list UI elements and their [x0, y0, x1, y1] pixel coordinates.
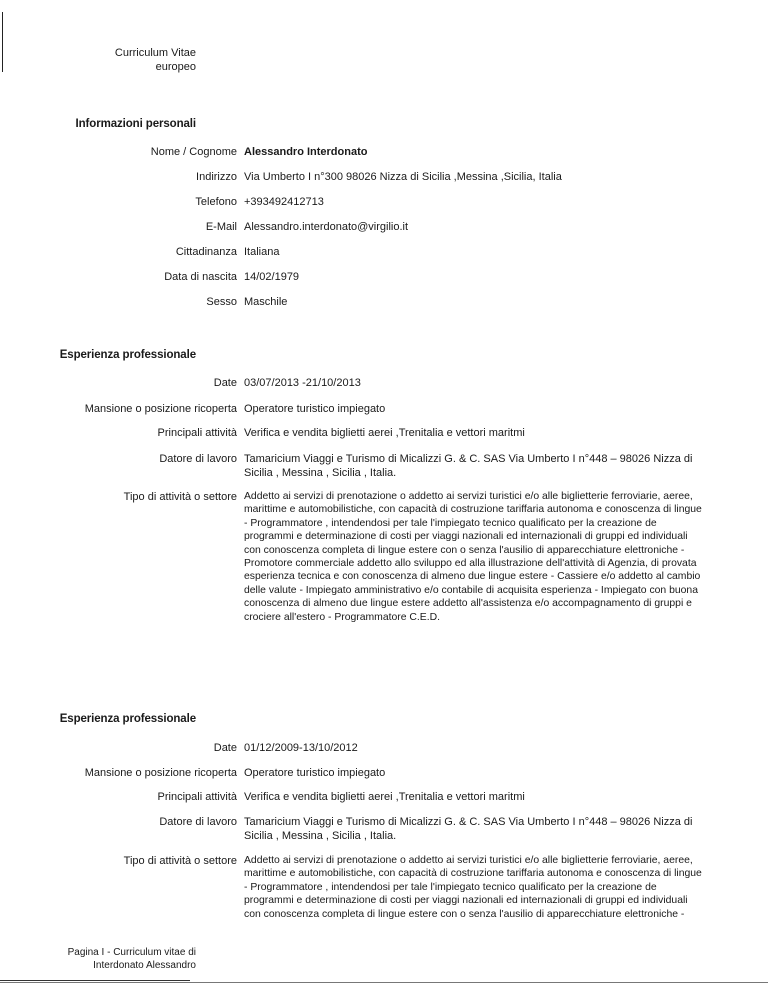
- value-sex: Maschile: [244, 296, 288, 308]
- label-name: Nome / Cognome: [150, 146, 237, 158]
- label-position-2: Mansione o posizione ricoperta: [84, 767, 237, 779]
- label-address: Indirizzo: [196, 171, 237, 183]
- value-citizenship: Italiana: [244, 246, 280, 258]
- document-title-line2: europeo: [155, 61, 196, 73]
- page-footer-line2: Interdonato Alessandro: [93, 960, 196, 971]
- value-employer-2: Tamaricium Viaggi e Turismo di Micalizzi G. & C. SAS Via Umberto I n°448 – 98026 Nizza di Sicilia , Messina , Sicilia , Italia.: [244, 816, 693, 842]
- label-date-1: Date: [213, 377, 237, 389]
- value-birthdate: 14/02/1979: [244, 271, 300, 283]
- label-birthdate: Data di nascita: [164, 271, 237, 283]
- label-sector-1: Tipo di attività o settore: [123, 491, 237, 503]
- label-date-2: Date: [213, 742, 237, 754]
- value-sector-1: Addetto ai servizi di prenotazione o addetto ai servizi turistici e/o alle biglietterie ferroviarie, aeree, marittime e automobilistiche, con capacità di costruzione tariffaria autonoma e conoscenza di lingue - Programmatore , intendendosi per tale l'impiegato tecnico qualificato per la creazione de programmi e determinazione di costi per viaggi nazionali ed internazionali di gruppi ed individuali con conoscenza completa di lingue estere con o senza l'ausilio di apparecchiature elettroniche - Promotore commerciale addetto allo sviluppo ed alla illustrazione dell'attività di Agenzia, di provata esperienza tecnica e con conoscenza di almeno due lingue estere - Cassiere e/o addetto al cambio delle valute - Impiegato amministrativo e/o contabile di acquisita esperienza - Impiegato con buona conoscenza di almeno due lingue estere addetto all'assistenza e/o accompagnamento di gruppi e crociere all'estero - Programmatore C.E.D.: [244, 491, 702, 623]
- document-title-line1: Curriculum Vitae: [114, 47, 196, 59]
- value-employer-1: Tamaricium Viaggi e Turismo di Micalizzi G. & C. SAS Via Umberto I n°448 – 98026 Nizza di Sicilia , Messina , Sicilia , Italia.: [244, 453, 693, 479]
- value-date-1: 03/07/2013 -21/10/2013: [244, 377, 361, 389]
- label-citizenship: Cittadinanza: [175, 246, 237, 258]
- label-employer-1: Datore di lavoro: [159, 453, 237, 465]
- document-title: [115, 46, 196, 74]
- page-footer: [68, 946, 196, 972]
- value-activities-1: Verifica e vendita biglietti aerei ,Trenitalia e vettori maritmi: [244, 427, 525, 439]
- label-sector-2: Tipo di attività o settore: [123, 855, 237, 867]
- label-activities-1: Principali attività: [157, 427, 237, 439]
- left-margin-rule: [2, 12, 3, 72]
- value-activities-2: Verifica e vendita biglietti aerei ,Trenitalia e vettori maritmi: [244, 791, 525, 803]
- value-position-2: Operatore turistico impiegato: [244, 767, 386, 779]
- value-address: Via Umberto I n°300 98026 Nizza di Sicilia ,Messina ,Sicilia, Italia: [244, 171, 562, 183]
- label-email: E-Mail: [205, 221, 237, 233]
- page-footer-line1: Pagina I - Curriculum vitae di: [67, 947, 196, 958]
- section-title-experience-2: Esperienza professionale: [59, 713, 196, 725]
- label-phone: Telefono: [195, 196, 237, 208]
- footer-rule: [0, 982, 768, 983]
- value-email: Alessandro.interdonato@virgilio.it: [244, 221, 409, 233]
- label-employer-2: Datore di lavoro: [159, 816, 237, 828]
- value-sector-2: Addetto ai servizi di prenotazione o addetto ai servizi turistici e/o alle biglietterie ferroviarie, aeree, marittime e automobilistiche, con capacità di costruzione tariffaria autonoma e conoscenza di lingue - Programmatore , intendendosi per tale l'impiegato tecnico qualificato per la creazione de programmi e determinazione di costi per viaggi nazionali ed internazionali di gruppi ed individuali con conoscenza completa di lingue estere con o senza l'ausilio di apparecchiature elettroniche -: [244, 855, 702, 920]
- label-position-1: Mansione o posizione ricoperta: [84, 403, 237, 415]
- section-title-experience-1: Esperienza professionale: [59, 349, 196, 361]
- label-sex: Sesso: [206, 296, 237, 308]
- value-date-2: 01/12/2009-13/10/2012: [244, 742, 358, 754]
- value-name: Alessandro Interdonato: [244, 146, 368, 158]
- value-phone: +393492412713: [244, 196, 324, 208]
- value-position-1: Operatore turistico impiegato: [244, 403, 386, 415]
- label-activities-2: Principali attività: [157, 791, 237, 803]
- section-title-personal: Informazioni personali: [75, 118, 196, 130]
- footer-rule-short: [0, 980, 190, 981]
